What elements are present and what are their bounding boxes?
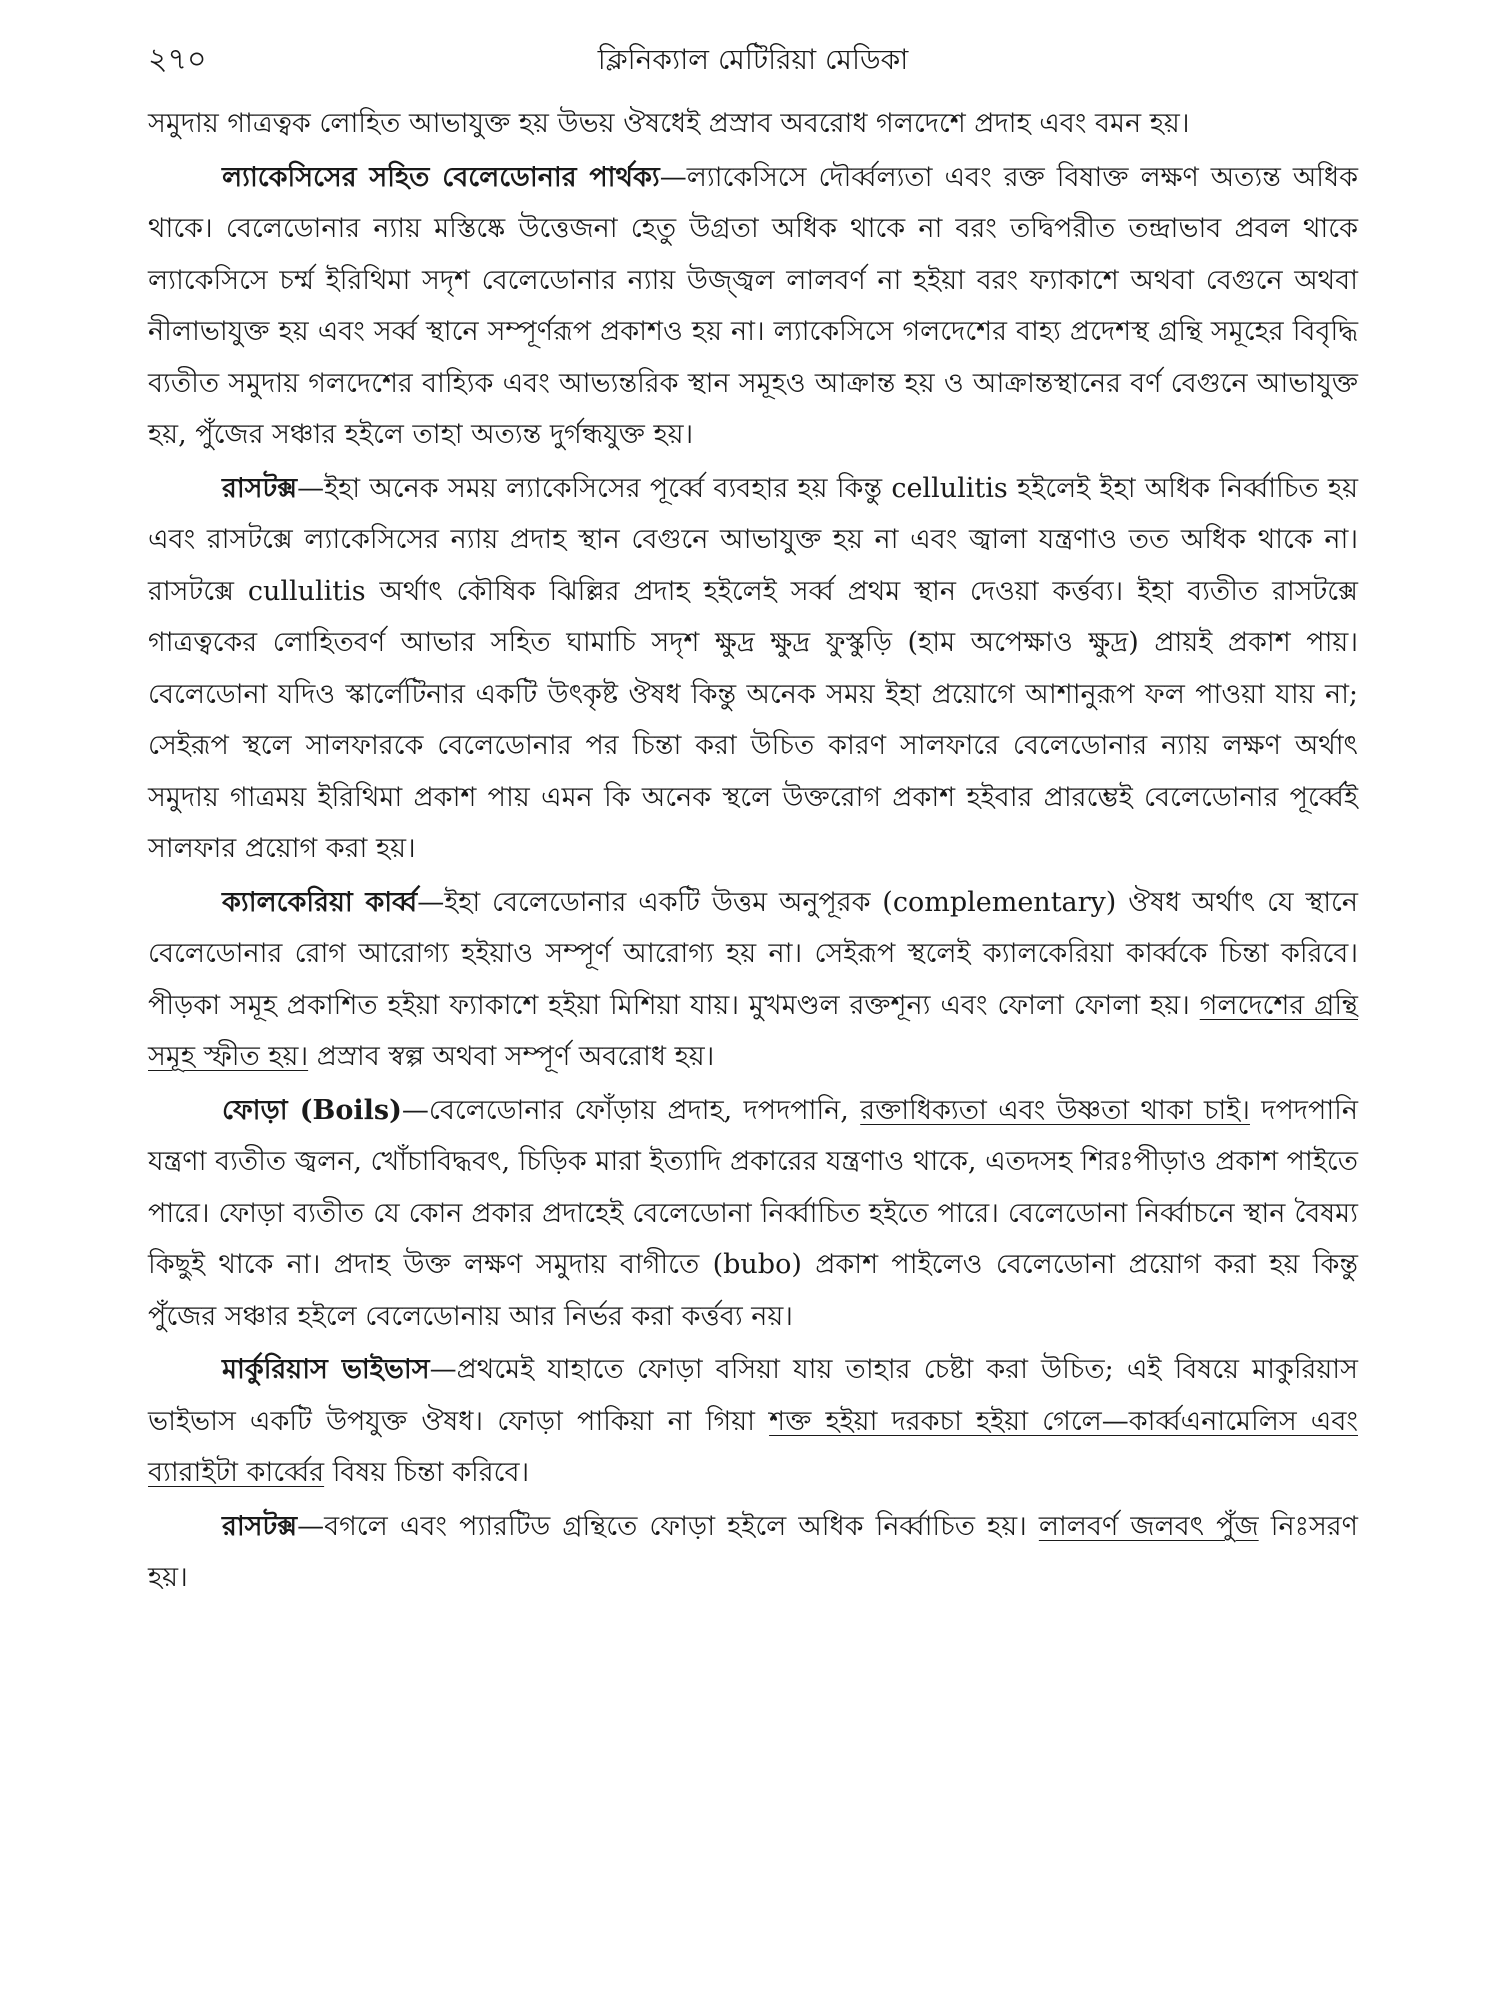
page-body xyxy=(148,98,1358,1604)
paragraph-text: —বেলেডোনার ফোঁড়ায় প্রদাহ, দপদপানি, xyxy=(401,1094,861,1126)
paragraph-rhus-tox-boils xyxy=(148,1501,1358,1604)
underlined-phrase: লালবর্ণ জলবৎ পুঁজ xyxy=(1038,1510,1259,1542)
paragraph-text: —ইহা বেলেডোনার একটি উত্তম অনুপূরক (complementary) ঔষধ অর্থাৎ যে স্থানে বেলেডোনার রোগ আরোগ্য হইয়াও সম্পূর্ণ আরোগ্য হয় না। সেইরূপ স্থলেই ক্যালকেরিয়া কার্ব্বকে চিন্তা করিবে। পীড়কা সমূহ প্রকাশিত হইয়া ফ্যাকাশে হইয়া মিশিয়া যায়। মুখমণ্ডল রক্তশূন্য এবং ফোলা ফোলা হয়। xyxy=(148,886,1358,1021)
paragraph-text: নিঃসরণ হয়। xyxy=(148,1510,1358,1593)
paragraph-text: —প্রথমেই যাহাতে ফোড়া বসিয়া যায় তাহার চেষ্টা করা উচিত; এই বিষয়ে মাকুরিয়াস ভাইভাস একটি উপযুক্ত ঔষধ। ফোড়া পাকিয়া না গিয়া xyxy=(148,1354,1358,1437)
paragraph-text: —ল্যাকেসিসে দৌর্ব্বল্যতা এবং রক্ত বিষাক্ত লক্ষণ অত্যন্ত অধিক থাকে। বেলেডোনার ন্যায় মস্তিষ্কে উত্তেজনা হেতু উগ্রতা অধিক থাকে না বরং তদ্বিপরীত তন্দ্রাভাব প্রবল থাকে ল্যাকেসিসে চর্ম্ম ইরিথিমা সদৃশ বেলেডোনার ন্যায় উজ্জ্বল লালবর্ণ না হইয়া বরং ফ্যাকাশে অথবা বেগুনে অথবা নীলাভাযুক্ত হয় এবং সর্ব্ব স্থানে সম্পূর্ণরূপ প্রকাশও হয় না। ল্যাকেসিসে গলদেশের বাহ্য প্রদেশস্থ গ্রন্থি সমূহের বিবৃদ্ধি ব্যতীত সমুদায় গলদেশের বাহ্যিক এবং আভ্যন্তরিক স্থান সমূহও আক্রান্ত হয় ও আক্রান্তস্থানের বর্ণ বেগুনে আভাযুক্ত হয়, পুঁজের সঞ্চার হইলে তাহা অত্যন্ত দুর্গন্ধযুক্ত হয়। xyxy=(148,161,1358,450)
book-page xyxy=(148,38,1358,1978)
paragraph-text: বিষয় চিন্তা করিবে। xyxy=(324,1457,530,1488)
page-number: ২৭০ xyxy=(148,42,207,77)
paragraph-text: সমুদায় গাত্রত্বক লোহিত আভাযুক্ত হয় উভয় ঔষধেই প্রস্রাব অবরোধ গলদেশে প্রদাহ এবং বমন হয়। xyxy=(148,108,1190,139)
paragraph-boils xyxy=(148,1085,1358,1343)
paragraph-lachesis-vs-belladonna xyxy=(148,152,1358,461)
paragraph-text: প্রস্রাব স্বল্প অথবা সম্পূর্ণ অবরোধ হয়। xyxy=(308,1041,715,1072)
paragraph-heading: ল্যাকেসিসের সহিত বেলেডোনার পার্থক্য xyxy=(222,161,660,193)
underlined-phrase: শক্ত হইয়া দরকচা হইয়া গেলে—কার্ব্বএনামেলিস এবং ব্যারাইটা কার্ব্বের xyxy=(148,1405,1358,1488)
paragraph-calcarea-carb xyxy=(148,877,1358,1083)
underlined-phrase: রক্তাধিক্যতা এবং উষ্ণতা থাকা চাই। xyxy=(860,1094,1250,1126)
paragraph-heading: ক্যালকেরিয়া কার্ব্ব xyxy=(222,886,418,918)
paragraph-rhus-tox xyxy=(148,463,1358,875)
paragraph-heading: ফোড়া (Boils) xyxy=(222,1094,402,1126)
paragraph-text: দপদপানি যন্ত্রণা ব্যতীত জ্বলন, খোঁচাবিদ্ধবৎ, চিড়িক মারা ইত্যাদি প্রকারের যন্ত্রণাও থাকে, এতদসহ শিরঃপীড়াও প্রকাশ পাইতে পারে। ফোড়া ব্যতীত যে কোন প্রকার প্রদাহেই বেলেডোনা নির্ব্বাচিত হইতে পারে। বেলেডোনা নির্ব্বাচনে স্থান বৈষম্য কিছুই থাকে না। প্রদাহ উক্ত লক্ষণ সমুদায় বাগীতে (bubo) প্রকাশ পাইলেও বেলেডোনা প্রয়োগ করা হয় কিন্তু পুঁজের সঞ্চার হইলে বেলেডোনায় আর নির্ভর করা কর্ত্তব্য নয়। xyxy=(148,1094,1358,1332)
paragraph-continued xyxy=(148,98,1358,150)
paragraph-text: —বগলে এবং প্যারটিড গ্রন্থিতে ফোড়া হইলে অধিক নির্ব্বাচিত হয়। xyxy=(297,1510,1039,1542)
underlined-phrase: গলদেশের গ্রন্থি সমূহ স্ফীত হয়। xyxy=(148,989,1358,1072)
book-title: ক্লিনিক্যাল মেটিরিয়া মেডিকা xyxy=(597,43,909,76)
paragraph-mercurius-vivus xyxy=(148,1344,1358,1499)
running-header xyxy=(148,38,1358,90)
paragraph-text: —ইহা অনেক সময় ল্যাকেসিসের পূর্ব্বে ব্যবহার হয় কিন্তু cellulitis হইলেই ইহা অধিক নির্ব্বাচিত হয় এবং রাসটক্সে ল্যাকেসিসের ন্যায় প্রদাহ স্থান বেগুনে আভাযুক্ত হয় না এবং জ্বালা যন্ত্রণাও তত অধিক থাকে না। রাসটক্সে cullulitis অর্থাৎ কৌষিক ঝিল্লির প্রদাহ হইলেই সর্ব্ব প্রথম স্থান দেওয়া কর্ত্তব্য। ইহা ব্যতীত রাসটক্সে গাত্রত্বকের লোহিতবর্ণ আভার সহিত ঘামাচি সদৃশ ক্ষুদ্র ক্ষুদ্র ফুস্কুড়ি (হাম অপেক্ষাও ক্ষুদ্র) প্রায়ই প্রকাশ পায়। বেলেডোনা যদিও স্কার্লেটিনার একটি উৎকৃষ্ট ঔষধ কিন্তু অনেক সময় ইহা প্রয়োগে আশানুরূপ ফল পাওয়া যায় না; সেইরূপ স্থলে সালফারকে বেলেডোনার পর চিন্তা করা উচিত কারণ সালফারে বেলেডোনার ন্যায় লক্ষণ অর্থাৎ সমুদায় গাত্রময় ইরিথিমা প্রকাশ পায় এমন কি অনেক স্থলে উক্তরোগ প্রকাশ হইবার প্রারম্ভেই বেলেডোনার পূর্ব্বেই সালফার প্রয়োগ করা হয়। xyxy=(148,472,1358,864)
paragraph-heading: মার্কুরিয়াস ভাইভাস xyxy=(222,1354,430,1385)
paragraph-heading: রাসটক্স xyxy=(222,1510,298,1542)
paragraph-heading: রাসটক্স xyxy=(222,472,298,504)
